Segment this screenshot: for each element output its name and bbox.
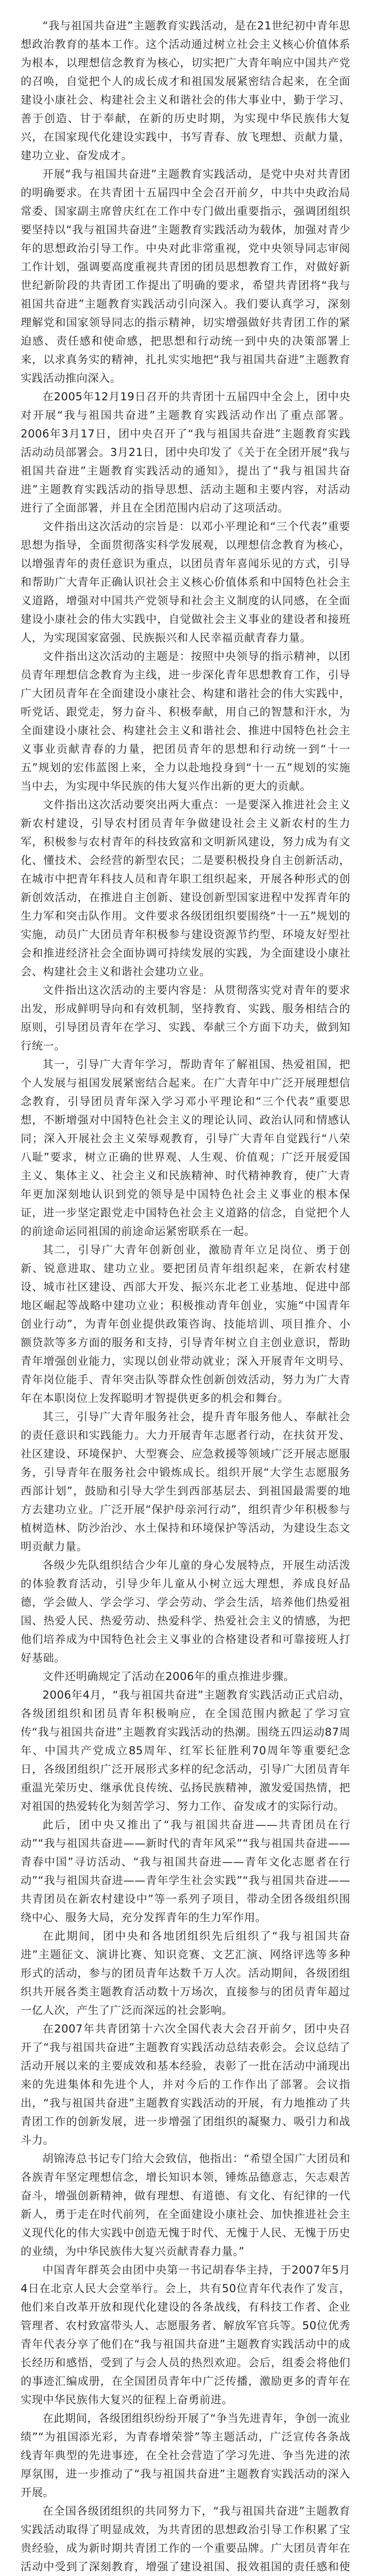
paragraph: 在2005年12月19日召开的共青团十五届四中全会上，团中央对开展“我与祖国共奋进”主题教育实践活动作出了重点部署。2006年3月17日，团中央召开了“我与祖国共奋进”主题教育实践活动动员部署会。3月21日，团中央印发了《关于在全团开展“我与祖国共奋进”主题教育实践活动的通知》，提出了“我与祖国共奋进”主题教育实践活动的指导思想、活动主题和主要内容，对活动进行了全面部署，并且在全团范围内启动了这项活动。 xyxy=(21,390,350,514)
paragraph: 在此期间，团中央和各地团组织先后组织了“我与祖国共奋进”主题征文、演讲比赛、知识竞赛、文艺汇演、网络评选等多种形式的活动，参与的团员青年达数千万人次。活动期间，各级团组织共开展各类主题教育活动数十万场次，直接参与的团员青年超过一亿人次，产生了广泛而深远的社会影响。 xyxy=(21,1929,350,2016)
paragraph: 在此期间，各级团组织纷纷开展了“争当先进青年，争创一流业绩”“为祖国添光彩，为青春增荣誉”等主题活动，广泛宣传各条战线青年典型的先进事迹，在全社会营造了学习先进、争当先进的浓厚氛围，进一步推动了“我与祖国共奋进”主题教育实践活动的深入开展。 xyxy=(21,2412,350,2499)
paragraph: 胡锦涛总书记专门给大会致信，他指出：“希望全国广大团员和各族青年坚定理想信念，增长知识本领，锤炼品德意志，矢志艰苦奋斗，增强创新精神，做有理想、有道德、有文化、有纪律的一代新人，勇于走在时代前列，在全面建设小康社会、加快推进社会主义现代化的伟大实践中创造无愧于时代、无愧于人民、无愧于历史的业绩，为中华民族伟大复兴贡献青春力量。” xyxy=(21,2152,350,2258)
paragraph: 此后，团中央又推出了“我与祖国共奋进——共青团员在行动”“我与祖国共奋进——新时代的青年风采”“我与祖国共奋进——青春中国”寻访活动、“我与祖国共奋进——青年文化志愿者在行动”“我与祖国共奋进——青年学生社会实践”“我与祖国共奋进——共青团员在新农村建设中”等一系列子项目，带动全团各级组织围绕中心、服务大局，充分发挥青年的生力军作用。 xyxy=(21,1818,350,1924)
paragraph: 在2007年共青团第十六次全国代表大会召开前夕，团中央召开了“我与祖国共奋进”主题教育实践活动总结表彰会。会议总结了活动开展以来的主要成效和基本经验，表彰了一批在活动中涌现出来的先进集体和先进个人，并对今后的工作作出了部署。会议指出，“我与祖国共奋进”主题教育实践活动的开展，有力地推动了共青团工作的创新发展，进一步增强了团组织的凝聚力、吸引力和战斗力。 xyxy=(21,2022,350,2146)
paragraph: 各级少先队组织结合少年儿童的身心发展特点，开展生动活泼的体验教育活动，引导少年儿童从小树立远大理想，养成良好品德，学会做人、学会学习、学会劳动、学会生活，培养他们热爱祖国、热爱人民、热爱劳动、热爱科学、热爱社会主义的情感，为把他们培养成为中国特色社会主义事业的合格建设者和可靠接班人打好基础。 xyxy=(21,1558,350,1664)
paragraph: “我与祖国共奋进”主题教育实践活动，是在21世纪初中青年思想政治教育的基本工作。这个活动通过树立社会主义核心价值体系为根本，以理想信念教育为核心，切实把广大青年响应中国共产党的召唤，自觉把个人的成长成才和祖国发展紧密结合起来，在全面建设小康社会、构建社会主义和谐社会的伟大事业中，勤于学习、善于创造、甘于奉献，在新的历史时期，为实现中华民族伟大复兴，在国家现代化建设实践中，书写青春、放飞理想、贡献力量，建功立业、奋发成才。 xyxy=(21,19,350,162)
paragraph: 其二，引导广大青年创新创业，激励青年立足岗位、勇于创新、锐意进取、建功立业。要把团员青年组织起来，在新农村建设、城市社区建设、西部大开发、振兴东北老工业基地、促进中部地区崛起等战略中建功立业；积极推动青年创业，实施“中国青年创业行动”，为青年创业提供政策咨询、技能培训、项目推介、小额贷款等多方面的服务和支持，引导青年树立自主创业意识，帮助青年增强创业能力，实现以创业带动就业；深入开展青年文明号、青年岗位能手、青年突击队等群众性创新创效活动，努力为广大青年在本职岗位上发挥聪明才智提供更多的机会和舞台。 xyxy=(21,1243,350,1404)
paragraph: 其一，引导广大青年学习，帮助青年了解祖国、热爱祖国，把个人发展与祖国发展紧密结合起来。在广大青年中广泛开展理想信念教育，引导团员青年深入学习邓小平理论和“三个代表”重要思想，不断增强对中国特色社会主义的理论认同、政治认同和情感认同；深入开展社会主义荣辱观教育，引导广大青年自觉践行“八荣八耻”要求，树立正确的世界观、人生观、价值观；广泛开展爱国主义、集体主义、社会主义和民族精神、时代精神教育，使广大青年更加深刻地认识到党的领导是中国特色社会主义事业的根本保证，进一步坚定跟党走中国特色社会主义道路的信念，自觉把个人的前途命运同祖国的前途命运紧密联系在一起。 xyxy=(21,1058,350,1238)
paragraph: 在全国各级团组织的共同努力下，“我与祖国共奋进”主题教育实践活动取得了明显成效，为共青团的思想政治引导工作积累了宝贵经验，成为新时期共青团工作的一个重要品牌。广大团员青年在活动中受到了深刻教育，增强了建设祖国、报效祖国的责任感和使 xyxy=(21,2504,350,2573)
paragraph: 其三，引导广大青年服务社会，提升青年服务他人、奉献社会的责任意识和实践能力。大力开展青年志愿者行动，在扶贫开发、社区建设、环境保护、大型赛会、应急救援等领域广泛开展志愿服务，引导青年在服务社会中锻炼成长。组织开展“大学生志愿服务西部计划”，鼓励和引导大学生到西部基层去、到祖国最需要的地方去建功立业。广泛开展“保护母亲河行动”，组织青少年积极参与植树造林、防沙治沙、水土保持和环境保护等活动，为建设生态文明贡献力量。 xyxy=(21,1410,350,1553)
paragraph: 开展“我与祖国共奋进”主题教育实践活动，是党中央对共青团的明确要求。在共青团十五届四中全会召开前夕，中共中央政治局常委、国家副主席曾庆红在工作中专门做出重要指示，强调团组织要坚持以“我与祖国共奋进”主题教育实践活动为载体，加强对青少年的思想政治引导工作。中央对此非常重视，党中央领导同志审阅工作计划，强调要高度重视共青团的团员思想教育工作，对做好新世纪新阶段的共青团工作提出了明确的要求，希望共青团将“我与祖国共奋进”主题教育实践活动引向深入。我们要认真学习，深刻理解党和国家领导同志的指示精神，切实增强做好共青团工作的紧迫感、责任感和使命感，把思想和行动统一到中央的决策部署上来，以求真务实的精神，扎扎实实地把“我与祖国共奋进”主题教育实践活动推向深入。 xyxy=(21,167,350,384)
paragraph: 文件指出这次活动的宗旨是：以邓小平理论和“三个代表”重要思想为指导，全面贯彻落实科学发展观，以理想信念教育为核心，以增强青年的责任意识为重点，以团员青年喜闻乐见的方式，引导和帮助广大青年正确认识社会主义核心价值体系和中国特色社会主义道路，增强对中国共产党领导和社会主义制度的认同感，在全面建设小康社会的伟大实践中，自觉做社会主义事业的建设者和接班人，为实现国家富强、民族振兴和人民幸福贡献青春力量。 xyxy=(21,520,350,644)
paragraph: 2006年4月，“我与祖国共奋进”主题教育实践活动正式启动，各级团组织和团员青年积极响应，在全国范围内掀起了学习宣传“我与祖国共奋进”主题教育实践活动的热潮。围绕五四运动87周年、中国共产党成立85周年、红军长征胜利70周年等重要纪念日，各级团组织广泛开展形式多样的纪念活动，引导广大团员青年重温光荣历史、继承优良传统、弘扬民族精神，激发爱国热情，把对祖国的热爱转化为刻苦学习、努力工作、奋发成才的实际行动。 xyxy=(21,1688,350,1812)
paragraph: 文件还明确规定了活动在2006年的重点推进步骤。 xyxy=(42,1670,295,1683)
paragraph: 文件指出这次活动要突出两大重点：一是要深入推进社会主义新农村建设，引导农村团员青年争做建设社会主义新农村的生力军，积极参与农村青年的科技致富和文明新风建设，努力成为有文化、懂技术、会经营的新型农民；二是要积极投身自主创新活动，在城市中把青年科技人员和青年职工组织起来，开展各种形式的创新创效活动，在推进自主创新、建设创新型国家进程中发挥青年的生力军和突击队作用。文件要求各级团组织要围绕“十一五”规划的实施，动员广大团员青年积极参与建设资源节约型、环境友好型社会和推进经济社会全面协调可持续发展的实践，为全面建设小康社会、构建社会主义和谐社会建功立业。 xyxy=(21,798,350,978)
paragraph: 中国青年群英会由团中央第一书记胡春华主持，于2007年5月4日在北京人民大会堂举行。会上，共有50位青年代表作了发言，他们来自改革开放和现代化建设的各条战线，有科技工作者、企业管理者、农村致富带头人、志愿服务者、解放军官兵等。50位优秀青年代表分享了他们在“我与祖国共奋进”主题教育实践活动中的成长经历和感悟，受到了与会人员的热烈欢迎。会后，组委会将他们的事迹汇编成册，在全国团员青年中广泛传播，激励更多的青年在实现中华民族伟大复兴的征程上奋勇前进。 xyxy=(21,2263,350,2406)
paragraph: 文件指出这次活动的主题是：按照中央领导的指示精神，以团员青年理想信念教育为主线，进一步深化青年思想教育工作，引导广大团员青年在全面建设小康社会、构建和谐社会的伟大实践中，听党话、跟党走，努力奋斗、积极奉献，用自己的智慧和汗水，为全面建设小康社会、构建社会主义和谐社会、推进中国特色社会主义事业贡献青春的力量，把团员青年的思想和行动统一到“十一五”规划的宏伟蓝图上来，全力以赴地投身到“十一五”规划的实施当中去，为实现中华民族的伟大复兴作出新的更大的贡献。 xyxy=(21,650,350,792)
paragraph: 文件指出这次活动的主要内容是：从贯彻落实党对青年的要求出发，形成鲜明导向和有效机制，坚持教育、实践、服务相结合的原则，引导团员青年在学习、实践、奉献三个方面下功夫，做到知行统一。 xyxy=(21,984,350,1052)
